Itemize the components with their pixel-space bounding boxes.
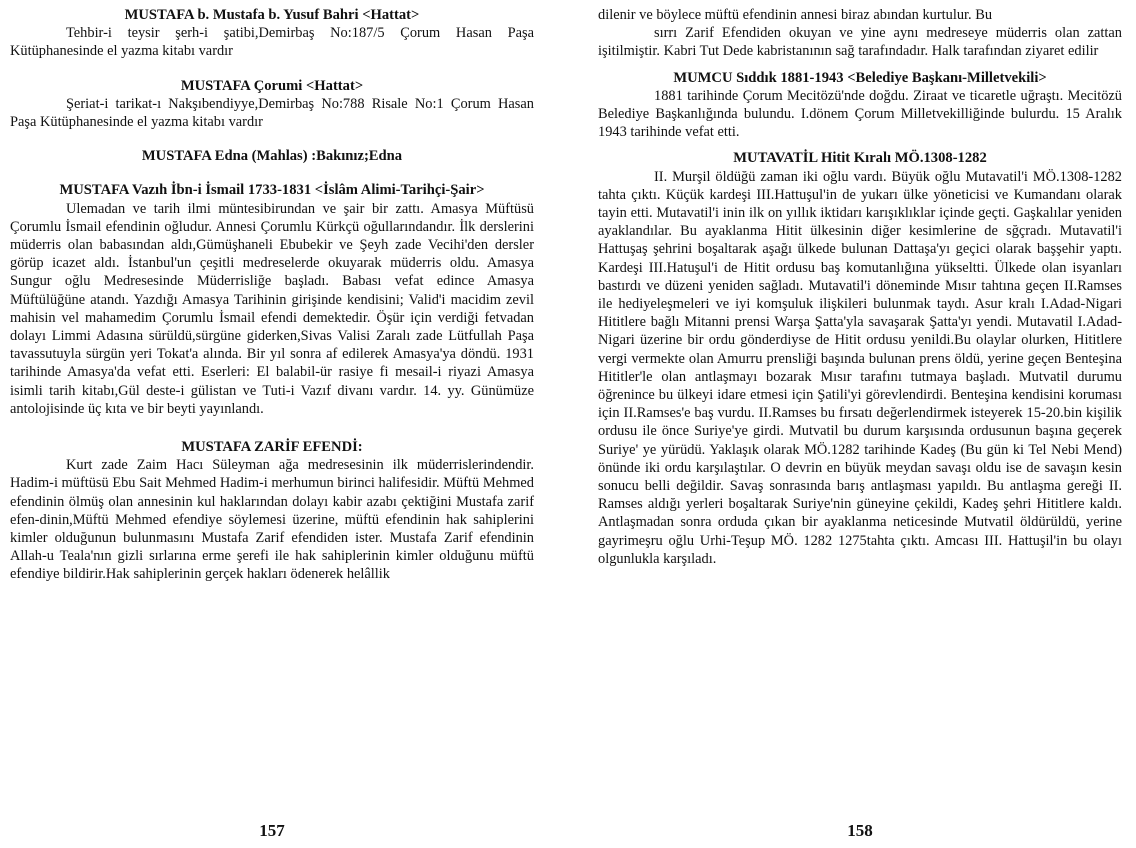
entry-text: II. Murşil öldüğü zaman iki oğlu vardı. Büyük oğlu Mutavatil'i MÖ.1308-1282 tahta çıktı. Küçük kardeşi III.Hattuşul'in de yukarı ülke yöneticisi ve Kumandanı olarak tayin etti. Mutavatil'i inin ilk on yıllık iktidarı karışıklıklar içinde geçti. Gaşkalılar yeniden ayaklandılar. Bu ayaklanma Hitit ülkesinin diğer kesimlerine de sğçradı. Mutavatil'i Hattuşaş şehrini boşaltarak aşağı ülkede bulunan Dattaşa'yı geçici olarak başşehir yaptı. Kardeşi III.Hatuşul'i de Hitit ordusu baş komutanlığına yükseltti. Ülkede olan isyanları bastırdı ve düzeni yeniden sağladı. Mutavatil'i döneminde Mısır tahtına geçen II.Ramses ile hediyeleşmeleri ve iyi komşuluk ilişkileri bulunmak taydı. Asur kralı I.Adad-Nigari Hititlere bağlı Mitanni prensi Warşa Şatta'yla savaşarak Şatta'yı yendi. Mutavatil I.Adad-Nigari üzerine bir ordu gönderdiyse de Hitit ordusu yenildi.Bu olaylar olurken, Hititlere vergi vermekte olan Amurru prensliği başında bulunan prens öldü, yerine geçen Benteşina Hititler'le olan antlaşmayı bozarak Mısır tarafını tutmaya başladı. Mutvatil durumu öğrenince bu ülkeyi idare etmesi için Şatili'yi görevlendirdi. Benteşina kendisini koruması için II.Ramses'e baş vurdu. II.Ramses bu fırsatı değerlendirmek isteyerek 15-20.bin kişilik ordusu ile önce Suriye'ye girdi. Mutvatil bu durum karşısında ordusunun başına geçerek Suriye' ye yürüdü. Yaklaşık olarak MÖ.1282 tarihinde Kadeş (Bu gün ki Tel Nebi Mend) önünde iki ordu karşılaştılar. O devrin en büyük meydan savaşı oldu ise de savaşın kesin sonucu belli değildir. Savaş sonrasında barış antlaşması yapıldı. Bu antlaşma gereği II. Ramses aldığı yerleri boşaltarak Suriye'nin güneyine çekildi, Kadeş şehri Hititlere kaldı. Antlaşmadan sonra orduda çıkan bir ayaklanma neticesinde Mutvatil öldürüldü, yerine gayrimeşru oğlu Urhi-Teşup MÖ. 1282 1275tahta çıktı. Amcası III. Hattuşil'in bu olayı olgunlukla karşıladı.	[598, 168, 1122, 567]
entry-title: MUMCU Sıddık 1881-1943 <Belediye Başkanı-Milletvekili>	[673, 69, 1047, 86]
entry-title: MUTAVATİL Hitit Kıralı MÖ.1308-1282	[733, 150, 987, 167]
entry-title: MUSTAFA Vazıh İbn-i İsmail 1733-1831 <İslâm Alimi-Tarihçi-Şair>	[59, 182, 485, 199]
entry-text: Kurt zade Zaim Hacı Süleyman ağa medresesinin ilk müderrislerindendir. Hadim-i müftüsü Ebu Sait Mehmed Hadim-i merhumun birinci halifesidir. Müftü Mehmed efendinin ölmüş olan annesinin kul haklarından dolayı kabir azabı çektiğini Mustafa zarif efen-dinin,Müftü Mehmed efendiye söylemesi üzerine, müftü efendinin hak sahiplerini kimler olduğunun bulunmasını Mustafa Zarif efendiden ister. Mustafa Zarif efendinin Allah-u Teala'nın gizli sırlarına erme şerefi ile hak sahiplerinin kimler olduğunu müftü efendiye bildirir.Hak sahiplerinin gerçek hakları ödenerek helâllik	[10, 457, 534, 583]
entry-mumcu-siddik	[598, 69, 1122, 142]
entry-mustafa-corumi	[10, 77, 534, 132]
page-number: 157	[259, 820, 285, 840]
entry-text: 1881 tarihinde Çorum Mecitözü'nde doğdu. Ziraat ve ticaretle uğraştı. Mecitözü Belediye Başkanlığında bulundu. I.dönem Çorum Milletvekilliğinde bulurdu. 15 Aralık 1943 tarihinde vefat etti.	[598, 87, 1122, 141]
entry-mutavatil	[598, 149, 1122, 568]
entry-mustafa-vazih	[10, 181, 534, 418]
entry-text: Tehbir-i teysir şerh-i şatibi,Demirbaş No:187/5 Çorum Hasan Paşa Kütüphanesinde el yazma kitabı vardır	[10, 25, 534, 60]
entry-text: Ulemadan ve tarih ilmi müntesibirundan ve şair bir zattı. Amasya Müftüsü Çorumlu İsmail efendinin oğludur. Annesi Çorumlu Kürkçü oğullarındandır. İlk derslerini müderris olan babasından aldı,Gümüşhaneli Ebubekir ve Şeyh zade Vecihi'den dersler görüp icazet aldı. İstanbul'un çeşitli medreselerde okuyarak müderris oldu. Amasya Sungur oğlu Medresesinde Müderrisliğe başladı. Babası vefat edince Amasya Müftülüğüne atandı. Yazdığı Amasya Tarihinin girişinde kendisini; Valid'i macidim zevil mahisin vel mahamedim Çorumlu İsmail efendi demektedir. Öşür için verdiği fetvadan dolayı Limmi Adasına sürüldü,sürgüne giderken,Sivas Valisi Zaralı zade Lütfullah Paşa tavassutuyla sürgün yeri Tokat'a alında. Bir yıl sonra af edilerek Amasya'ya döndü. 1931 tarihinde Amasya'da vefat etti. Eserleri: El balabil-ür rasiye fi mesail-i riyazi Amasya isimli tarih kitabı,Gül deste-i gülistan ve Tuti-i Vazıf divanı vardır. 14. yy. Günümüze antolojisinde üç kıta ve bir beyti yayınlandı.	[10, 200, 534, 417]
entry-mustafa-bahri	[10, 6, 534, 61]
entry-title: MUSTAFA Çorumi <Hattat>	[180, 77, 364, 94]
continuation-text: sırrı Zarif Efendiden okuyan ve yine aynı medreseye müderris olan zattan işitilmiştir. Kabri Tut Dede kabristanının sağ tarafındadır. Halk tarafından ziyaret edilir	[598, 25, 1122, 60]
entry-mustafa-zarif	[10, 438, 534, 584]
entry-title: MUSTAFA Edna (Mahlas) :Bakınız;Edna	[141, 148, 403, 165]
entry-mustafa-edna	[10, 147, 534, 165]
continuation-text: dilenir ve böylece müftü efendinin annesi biraz abından kurtulur. Bu	[598, 7, 993, 23]
entry-text: Şeriat-i tarikat-ı Nakşıbendiyye,Demirbaş No:788 Risale No:1 Çorum Hasan Paşa Kütüphanesinde el yazma kitabı vardır	[10, 95, 534, 131]
right-page	[598, 6, 1122, 848]
left-page	[10, 6, 534, 848]
page-number: 158	[847, 820, 873, 840]
entry-title: MUSTAFA b. Mustafa b. Yusuf Bahri <Hattat>	[124, 7, 420, 23]
entry-title: MUSTAFA ZARİF EFENDİ:	[181, 439, 363, 456]
